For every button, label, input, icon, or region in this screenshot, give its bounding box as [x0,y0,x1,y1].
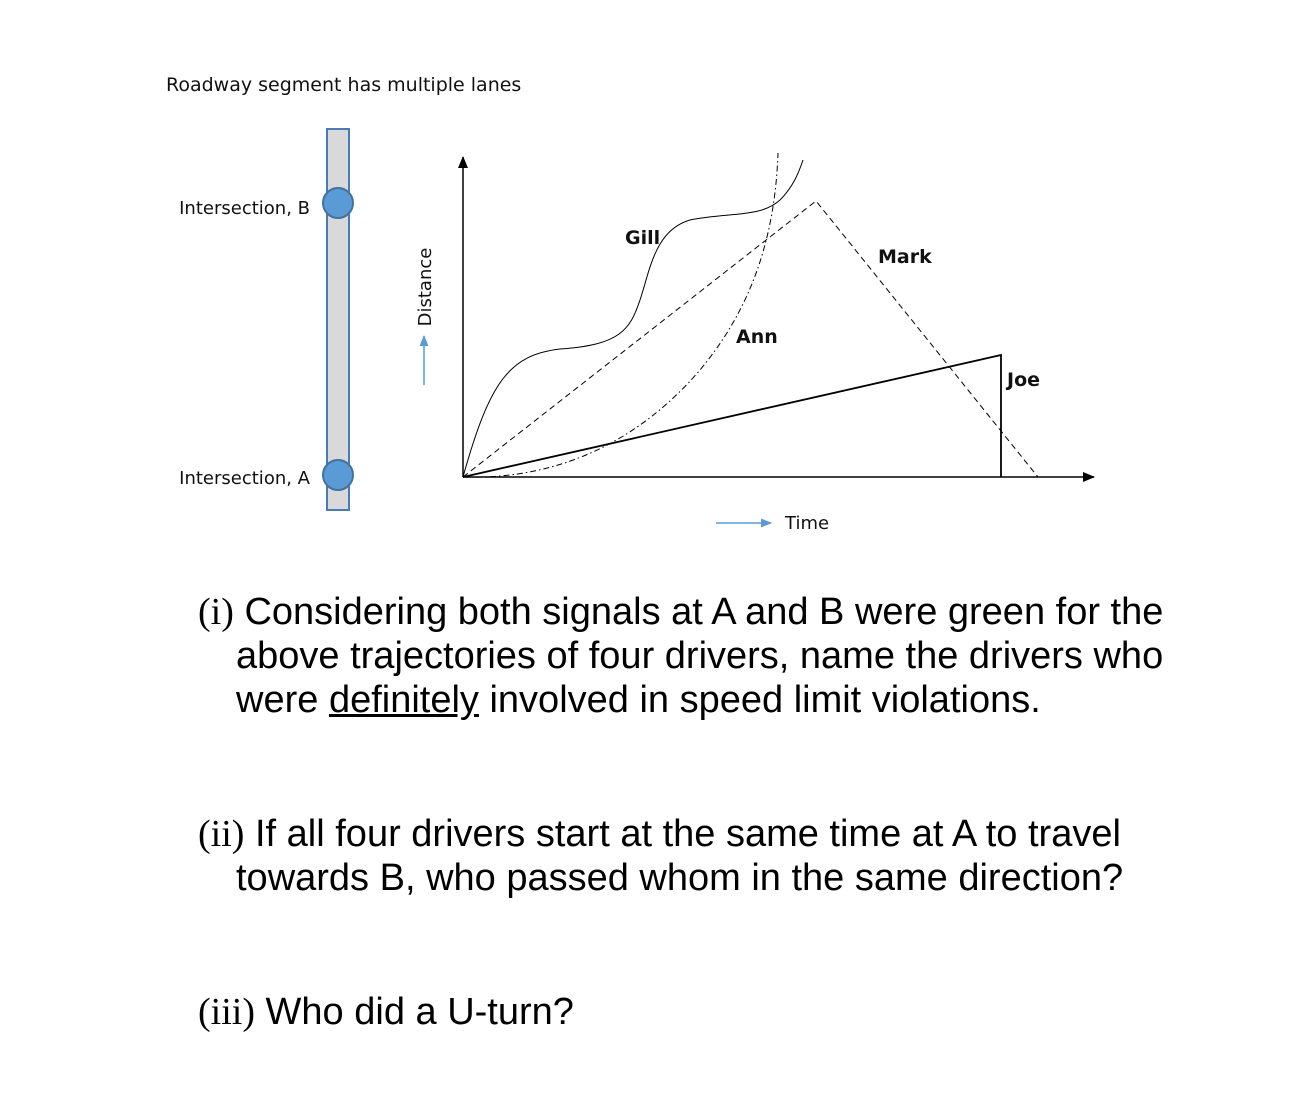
intersection-b-label: Intersection, B [179,198,310,219]
joe-label: Joe [1007,369,1041,391]
roadway-segment [327,129,349,510]
mark-label: Mark [878,246,932,268]
time-axis-label: Time [785,513,830,534]
joe-trajectory [463,355,1001,477]
diagram-caption: Roadway segment has multiple lanes [166,74,522,96]
ann-trajectory [463,153,778,477]
intersection-a-label: Intersection, A [179,468,310,489]
question-1-number: (i) [198,591,234,633]
ann-label: Ann [736,326,778,348]
question-1 [198,590,1236,722]
distance-axis-label: Distance [415,247,436,327]
gill-label: Gill [625,227,661,249]
question-1-text-before: Considering both signals at A and B were green for the above trajectories of four drivers, name the drivers who were [236,591,1164,721]
intersection-b-node [323,188,353,218]
intersection-a-node [323,460,353,490]
question-1-text-after: involved in speed limit violations. [489,679,1041,721]
question-2-number: (ii) [198,813,245,855]
question-2 [198,812,1236,900]
question-1-emphasis: definitely [328,679,479,721]
question-3-number: (iii) [198,991,255,1033]
question-3 [198,990,1236,1034]
question-3-text: Who did a U-turn? [265,991,574,1033]
question-2-text: If all four drivers start at the same time at A to travel towards B, who passed whom in the same direction? [236,813,1124,899]
